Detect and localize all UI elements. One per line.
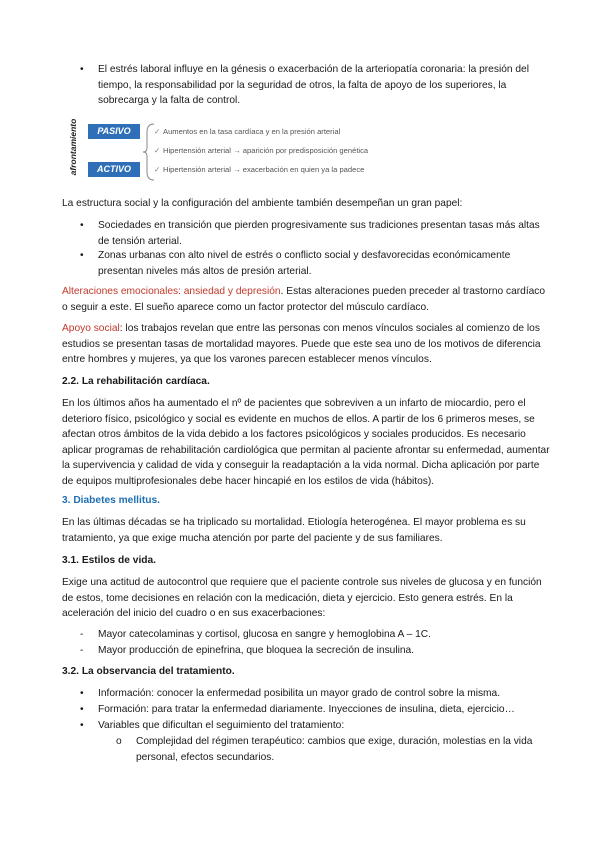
- social-bullet-2: [80, 248, 550, 280]
- bullet-dot: •: [80, 704, 84, 715]
- bullet-dot: •: [80, 250, 84, 261]
- diabetes-paragraph: En las últimas décadas se ha triplicado su mortalidad. Etiología heterogénea. El mayor problema es su tratamiento, ya que exige mucha atención por parte del paciente y de sus familiares.: [62, 517, 526, 544]
- emotional-text: . Estas alteraciones pueden preceder al trastorno cardíaco o seguir a este. El sueño aparece como un factor protector del músculo cardíaco.: [62, 286, 546, 313]
- check-icon: ✓: [154, 165, 161, 174]
- dash-item-2: [80, 643, 550, 659]
- vertical-label-text: afrontamiento: [68, 118, 78, 176]
- dash-mark: -: [80, 645, 84, 656]
- observance-bullet-3: [80, 718, 550, 734]
- bullet-text: Información: conocer la enfermedad posibilita un mayor grado de control sobre la misma.: [98, 688, 501, 699]
- sub-bullet-text: Complejidad del régimen terapéutico: cambios que exige, duración, molestias en la vida personal, efectos secundarios.: [136, 736, 533, 763]
- bullet-text: Formación: para tratar la enfermedad diariamente. Inyecciones de insulina, dieta, ejercicio…: [98, 704, 515, 715]
- check-icon: ✓: [154, 127, 161, 136]
- observance-sub-bullet: [116, 734, 550, 766]
- social-support-paragraph: [62, 321, 550, 368]
- social-bullet-1: [80, 218, 550, 250]
- figure-item-1: [154, 127, 340, 136]
- tag-passive: PASIVO: [88, 124, 140, 139]
- figure-vertical-label: [62, 114, 84, 186]
- heading-2-2: 2.2. La rehabilitación cardíaca.: [62, 376, 210, 387]
- sub-bullet-mark: o: [116, 736, 122, 747]
- heading-3-1: 3.1. Estilos de vida.: [62, 555, 156, 566]
- check-icon: ✓: [154, 146, 161, 155]
- figure-item-2-text: Hipertensión arterial → aparición por predisposición genética: [163, 146, 369, 155]
- bullet-text: Zonas urbanas con alto nivel de estrés o conflicto social y desfavorecidas económicamente presentan niveles más altos de presión arterial.: [98, 250, 511, 277]
- observance-bullet-2: [80, 702, 550, 718]
- lifestyle-paragraph: Exige una actitud de autocontrol que requiere que el paciente controle sus niveles de glucosa y en función de estos, tome decisiones en relación con la medicación, dieta y ejercicio. Esto genera estrés. En la aceleración del inicio del cuadro o en sus exacerbaciones:: [62, 577, 542, 620]
- figure-item-3-text: Hipertensión arterial → exacerbación en quien ya la padece: [163, 165, 365, 174]
- figure-item-3: [154, 165, 364, 174]
- dash-text: Mayor catecolaminas y cortisol, glucosa en sangre y hemoglobina A – 1C.: [98, 629, 431, 640]
- heading-3-2: 3.2. La observancia del tratamiento.: [62, 666, 235, 677]
- dash-mark: -: [80, 629, 84, 640]
- social-structure-intro: La estructura social y la configuración del ambiente también desempeñan un gran papel:: [62, 198, 463, 209]
- heading-3: 3. Diabetes mellitus.: [62, 495, 160, 506]
- bullet-dot: •: [80, 720, 84, 731]
- emotional-paragraph: [62, 284, 550, 315]
- social-support-label: Apoyo social: [62, 323, 120, 334]
- social-support-text: : los trabajos revelan que entre las personas con menos vínculos sociales al comienzo de los estudios se presentan tasas de mortalidad mayores. Puede que este sea uno de los motivos de diferencia entre hombres y mujeres, ya que los varones parecen establecer menos vínculos.: [62, 323, 541, 366]
- bullet-text: El estrés laboral influye en la génesis o exacerbación de la arteriopatía coronaria: la presión del tiempo, la responsabilidad por la seguridad de otros, la falta de apoyo de los superiores, la sobrecarga y la falta de control.: [98, 64, 529, 107]
- figure-item-2: [154, 146, 368, 155]
- observance-bullet-1: [80, 686, 550, 702]
- dash-item-1: [80, 627, 550, 643]
- bullet-dot: •: [80, 688, 84, 699]
- figure-item-1-text: Aumentos en la tasa cardíaca y en la presión arterial: [163, 127, 341, 136]
- bullet-dot: •: [80, 64, 84, 75]
- bullet-dot: •: [80, 220, 84, 231]
- bullet-text: Variables que dificultan el seguimiento del tratamiento:: [98, 720, 345, 731]
- rehab-paragraph: En los últimos años ha aumentado el nº de pacientes que sobreviven a un infarto de miocardio, pero el deterioro físico, psicológico y social es evidente en muchos de ellos. A partir de los 6 primeros meses, se afectan otros ámbitos de la vida debido a los factores psicológicos y sociales producidos. Es necesario aplicar programas de rehabilitación cardiológica que permitan al paciente afrontar su enfermedad, aumentar la supervivencia y calidad de vida y conseguir la readaptación a la vida normal. Dicha aplicación por parte de equipos multiprofesionales debe hacer hincapié en los estilos de vida (hábitos).: [62, 398, 550, 487]
- dash-text: Mayor producción de epinefrina, que bloquea la secreción de insulina.: [98, 645, 415, 656]
- stress-bullet: [80, 62, 550, 110]
- coping-figure: [62, 114, 422, 186]
- tag-active: ACTIVO: [88, 162, 140, 177]
- emotional-label: Alteraciones emocionales: ansiedad y depresión: [62, 286, 281, 297]
- bullet-text: Sociedades en transición que pierden progresivamente sus tradiciones presentan tasas más altas de tensión arterial.: [98, 220, 540, 247]
